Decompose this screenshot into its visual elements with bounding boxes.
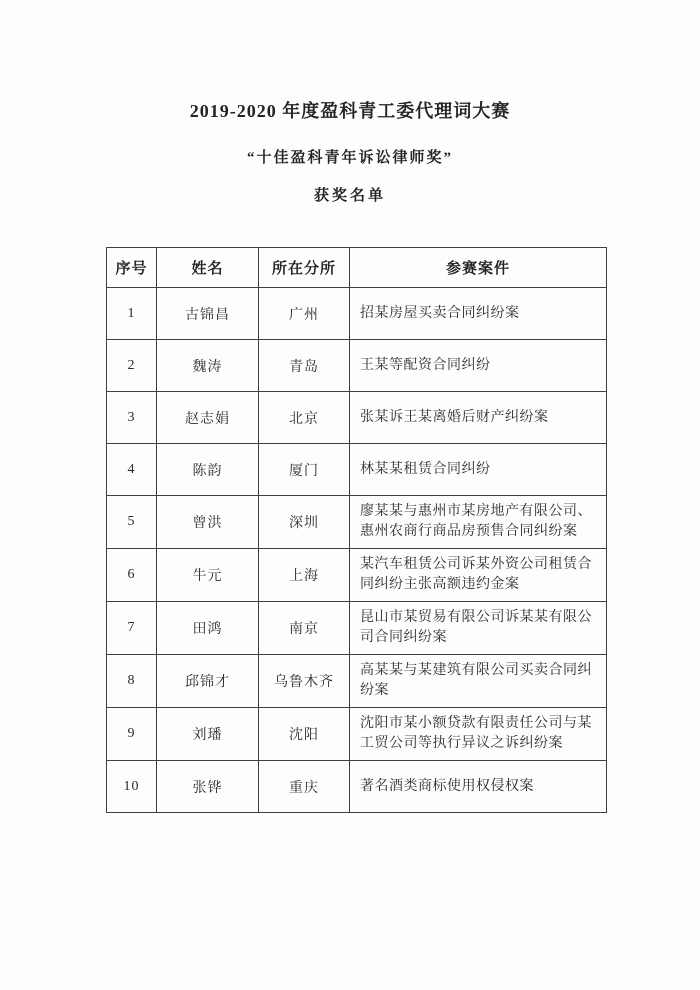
table-row [107, 444, 607, 496]
cell-no: 8 [107, 655, 157, 708]
cell-case: 张某诉王某离婚后财产纠纷案 [350, 392, 607, 444]
table-row [107, 392, 607, 444]
award-table [106, 247, 607, 813]
cell-no: 10 [107, 761, 157, 813]
cell-no: 5 [107, 496, 157, 549]
cell-branch: 南京 [259, 602, 350, 655]
cell-no: 9 [107, 708, 157, 761]
header-cell-name: 姓名 [157, 248, 259, 288]
cell-no: 2 [107, 340, 157, 392]
cell-name: 陈韵 [157, 444, 259, 496]
list-title: 获奖名单 [313, 188, 386, 204]
cell-branch: 广州 [259, 288, 350, 340]
cell-name: 张铧 [157, 761, 259, 813]
cell-case: 高某某与某建筑有限公司买卖合同纠纷案 [350, 655, 607, 708]
cell-name: 刘璠 [157, 708, 259, 761]
award-table-body [107, 288, 607, 813]
cell-no: 6 [107, 549, 157, 602]
header-cell-index: 序号 [107, 248, 157, 288]
cell-no: 3 [107, 392, 157, 444]
table-row [107, 288, 607, 340]
cell-branch: 沈阳 [259, 708, 350, 761]
cell-branch: 深圳 [259, 496, 350, 549]
cell-name: 牛元 [157, 549, 259, 602]
table-row [107, 496, 607, 549]
table-row [107, 549, 607, 602]
cell-name: 田鸿 [157, 602, 259, 655]
table-row [107, 761, 607, 813]
award-subtitle: “十佳盈科青年诉讼律师奖” [246, 150, 453, 166]
cell-case: 林某某租赁合同纠纷 [350, 444, 607, 496]
cell-branch: 重庆 [259, 761, 350, 813]
header-cell-branch: 所在分所 [259, 248, 350, 288]
cell-no: 7 [107, 602, 157, 655]
cell-branch: 青岛 [259, 340, 350, 392]
cell-no: 4 [107, 444, 157, 496]
cell-name: 赵志娟 [157, 392, 259, 444]
cell-name: 邱锦才 [157, 655, 259, 708]
header-cell-case: 参赛案件 [350, 248, 607, 288]
cell-no: 1 [107, 288, 157, 340]
table-row [107, 655, 607, 708]
table-row [107, 602, 607, 655]
cell-case: 王某等配资合同纠纷 [350, 340, 607, 392]
cell-branch: 厦门 [259, 444, 350, 496]
cell-name: 魏涛 [157, 340, 259, 392]
page-title: 2019-2020 年度盈科青工委代理词大赛 [189, 101, 511, 121]
cell-case: 著名酒类商标使用权侵权案 [350, 761, 607, 813]
cell-name: 古锦昌 [157, 288, 259, 340]
cell-case: 某汽车租赁公司诉某外资公司租赁合同纠纷主张高额违约金案 [350, 549, 607, 602]
cell-case: 招某房屋买卖合同纠纷案 [350, 288, 607, 340]
cell-branch: 上海 [259, 549, 350, 602]
table-row [107, 708, 607, 761]
cell-case: 廖某某与惠州市某房地产有限公司、惠州农商行商品房预售合同纠纷案 [350, 496, 607, 549]
cell-case: 沈阳市某小额贷款有限责任公司与某工贸公司等执行异议之诉纠纷案 [350, 708, 607, 761]
cell-branch: 乌鲁木齐 [259, 655, 350, 708]
cell-case: 昆山市某贸易有限公司诉某某有限公司合同纠纷案 [350, 602, 607, 655]
cell-name: 曾洪 [157, 496, 259, 549]
cell-branch: 北京 [259, 392, 350, 444]
table-header-row [107, 248, 607, 288]
table-row [107, 340, 607, 392]
